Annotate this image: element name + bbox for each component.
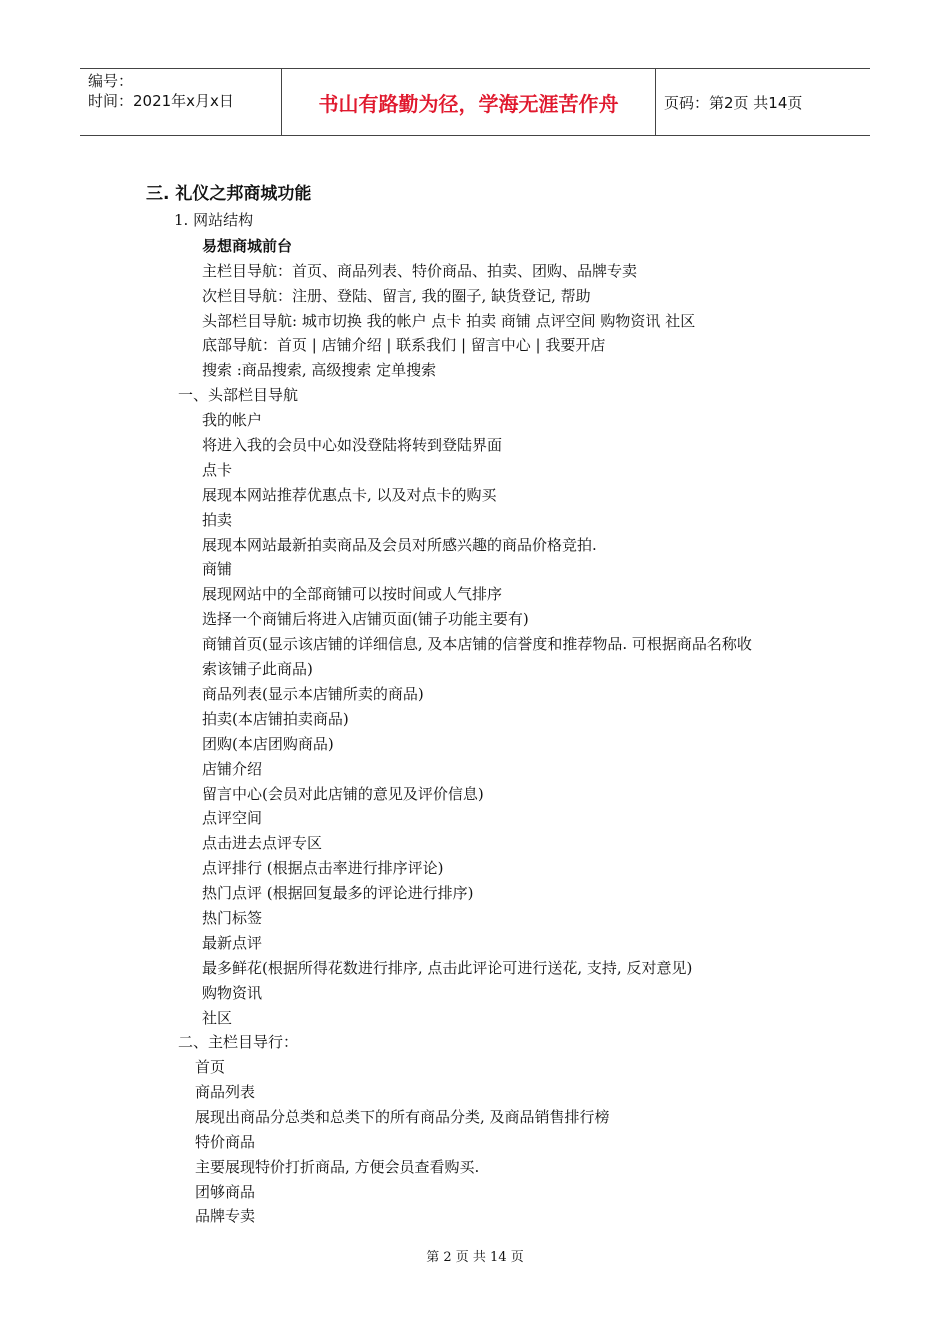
motto: 书山有路勤为径，学海无涯苦作舟 [282,69,656,135]
text-line: 搜索 :商品搜索, 高级搜索 定单搜索 [202,361,437,380]
header-meta [80,69,282,135]
text-line: 展现本网站最新拍卖商品及会员对所感兴趣的商品价格竞拍. [202,535,597,554]
time-label: 时间：2021年x月x日 [88,92,234,110]
text-line: 首页 [195,1058,226,1076]
text-line: 最新点评 [202,933,263,952]
text-line: 主要展现特价打折商品, 方便会员查看购买. [195,1157,480,1176]
text-line: 热门点评 (根据回复最多的评论进行排序) [202,884,474,903]
number-label: 编号： [88,72,134,90]
text-line: 索该铺子此商品) [202,660,313,678]
text-line: 拍卖 [202,510,233,529]
text-line: 最多鲜花(根据所得花数进行排序, 点击此评论可进行送花, 支持, 反对意见) [202,958,693,977]
text-line: 点评排行 (根据点击率进行排序评论) [202,859,444,878]
text-line: 将进入我的会员中心如没登陆将转到登陆界面 [202,435,503,454]
text-line: 商铺 [202,560,233,579]
sub-title-1: 一、头部栏目导航 [178,386,299,404]
page-footer: 第 2 页 共 14 页 [426,1250,524,1265]
text-line: 商铺首页(显示该店铺的详细信息, 及本店铺的信誉度和推荐物品. 可根据商品名称收 [202,635,752,654]
text-line: 点评空间 [202,809,263,828]
sub-title-2: 二、主栏目导行： [178,1033,299,1051]
text-line: 热门标签 [202,909,263,927]
text-line: 留言中心(会员对此店铺的意见及评价信息) [202,784,484,803]
text-line: 团购(本店团购商品) [202,734,334,753]
section-title: 三. 礼仪之邦商城功能 [146,184,312,204]
text-line: 特价商品 [195,1132,256,1151]
text-line: 头部栏目导航: 城市切换 我的帐户 点卡 拍卖 商铺 点评空间 购物资讯 社区 [202,311,696,330]
text-line: 我的帐户 [202,411,263,429]
page-info: 页码：第2页 共14页 [664,93,803,112]
text-line: 展现本网站推荐优惠点卡, 以及对点卡的购买 [202,485,497,504]
text-line: 商品列表(显示本店铺所卖的商品) [202,684,424,703]
text-line: 拍卖(本店铺拍卖商品) [202,709,349,728]
text-line: 社区 [202,1008,233,1027]
text-line: 点击进去点评专区 [202,834,323,853]
text-line: 主栏目导航：首页、商品列表、特价商品、拍卖、团购、品牌专卖 [202,262,638,280]
text-line: 团够商品 [195,1182,256,1201]
text-line: 点卡 [202,460,233,479]
text-line: 选择一个商铺后将进入店铺页面(铺子功能主要有) [202,610,529,629]
text-line: 展现出商品分总类和总类下的所有商品分类, 及商品销售排行榜 [195,1107,610,1126]
item-1: 1. 网站结构 [174,211,254,229]
text-line: 品牌专卖 [195,1207,256,1226]
text-line: 店铺介绍 [202,759,263,778]
front-title: 易想商城前台 [202,237,293,255]
text-line: 商品列表 [195,1082,256,1101]
text-line: 展现网站中的全部商铺可以按时间或人气排序 [202,585,503,604]
page-header [80,68,870,136]
text-line: 购物资讯 [202,983,263,1002]
text-line: 次栏目导航：注册、登陆、留言, 我的圈子, 缺货登记, 帮助 [202,286,591,305]
text-line: 底部导航：首页 | 店铺介绍 | 联系我们 | 留言中心 | 我要开店 [202,336,606,355]
